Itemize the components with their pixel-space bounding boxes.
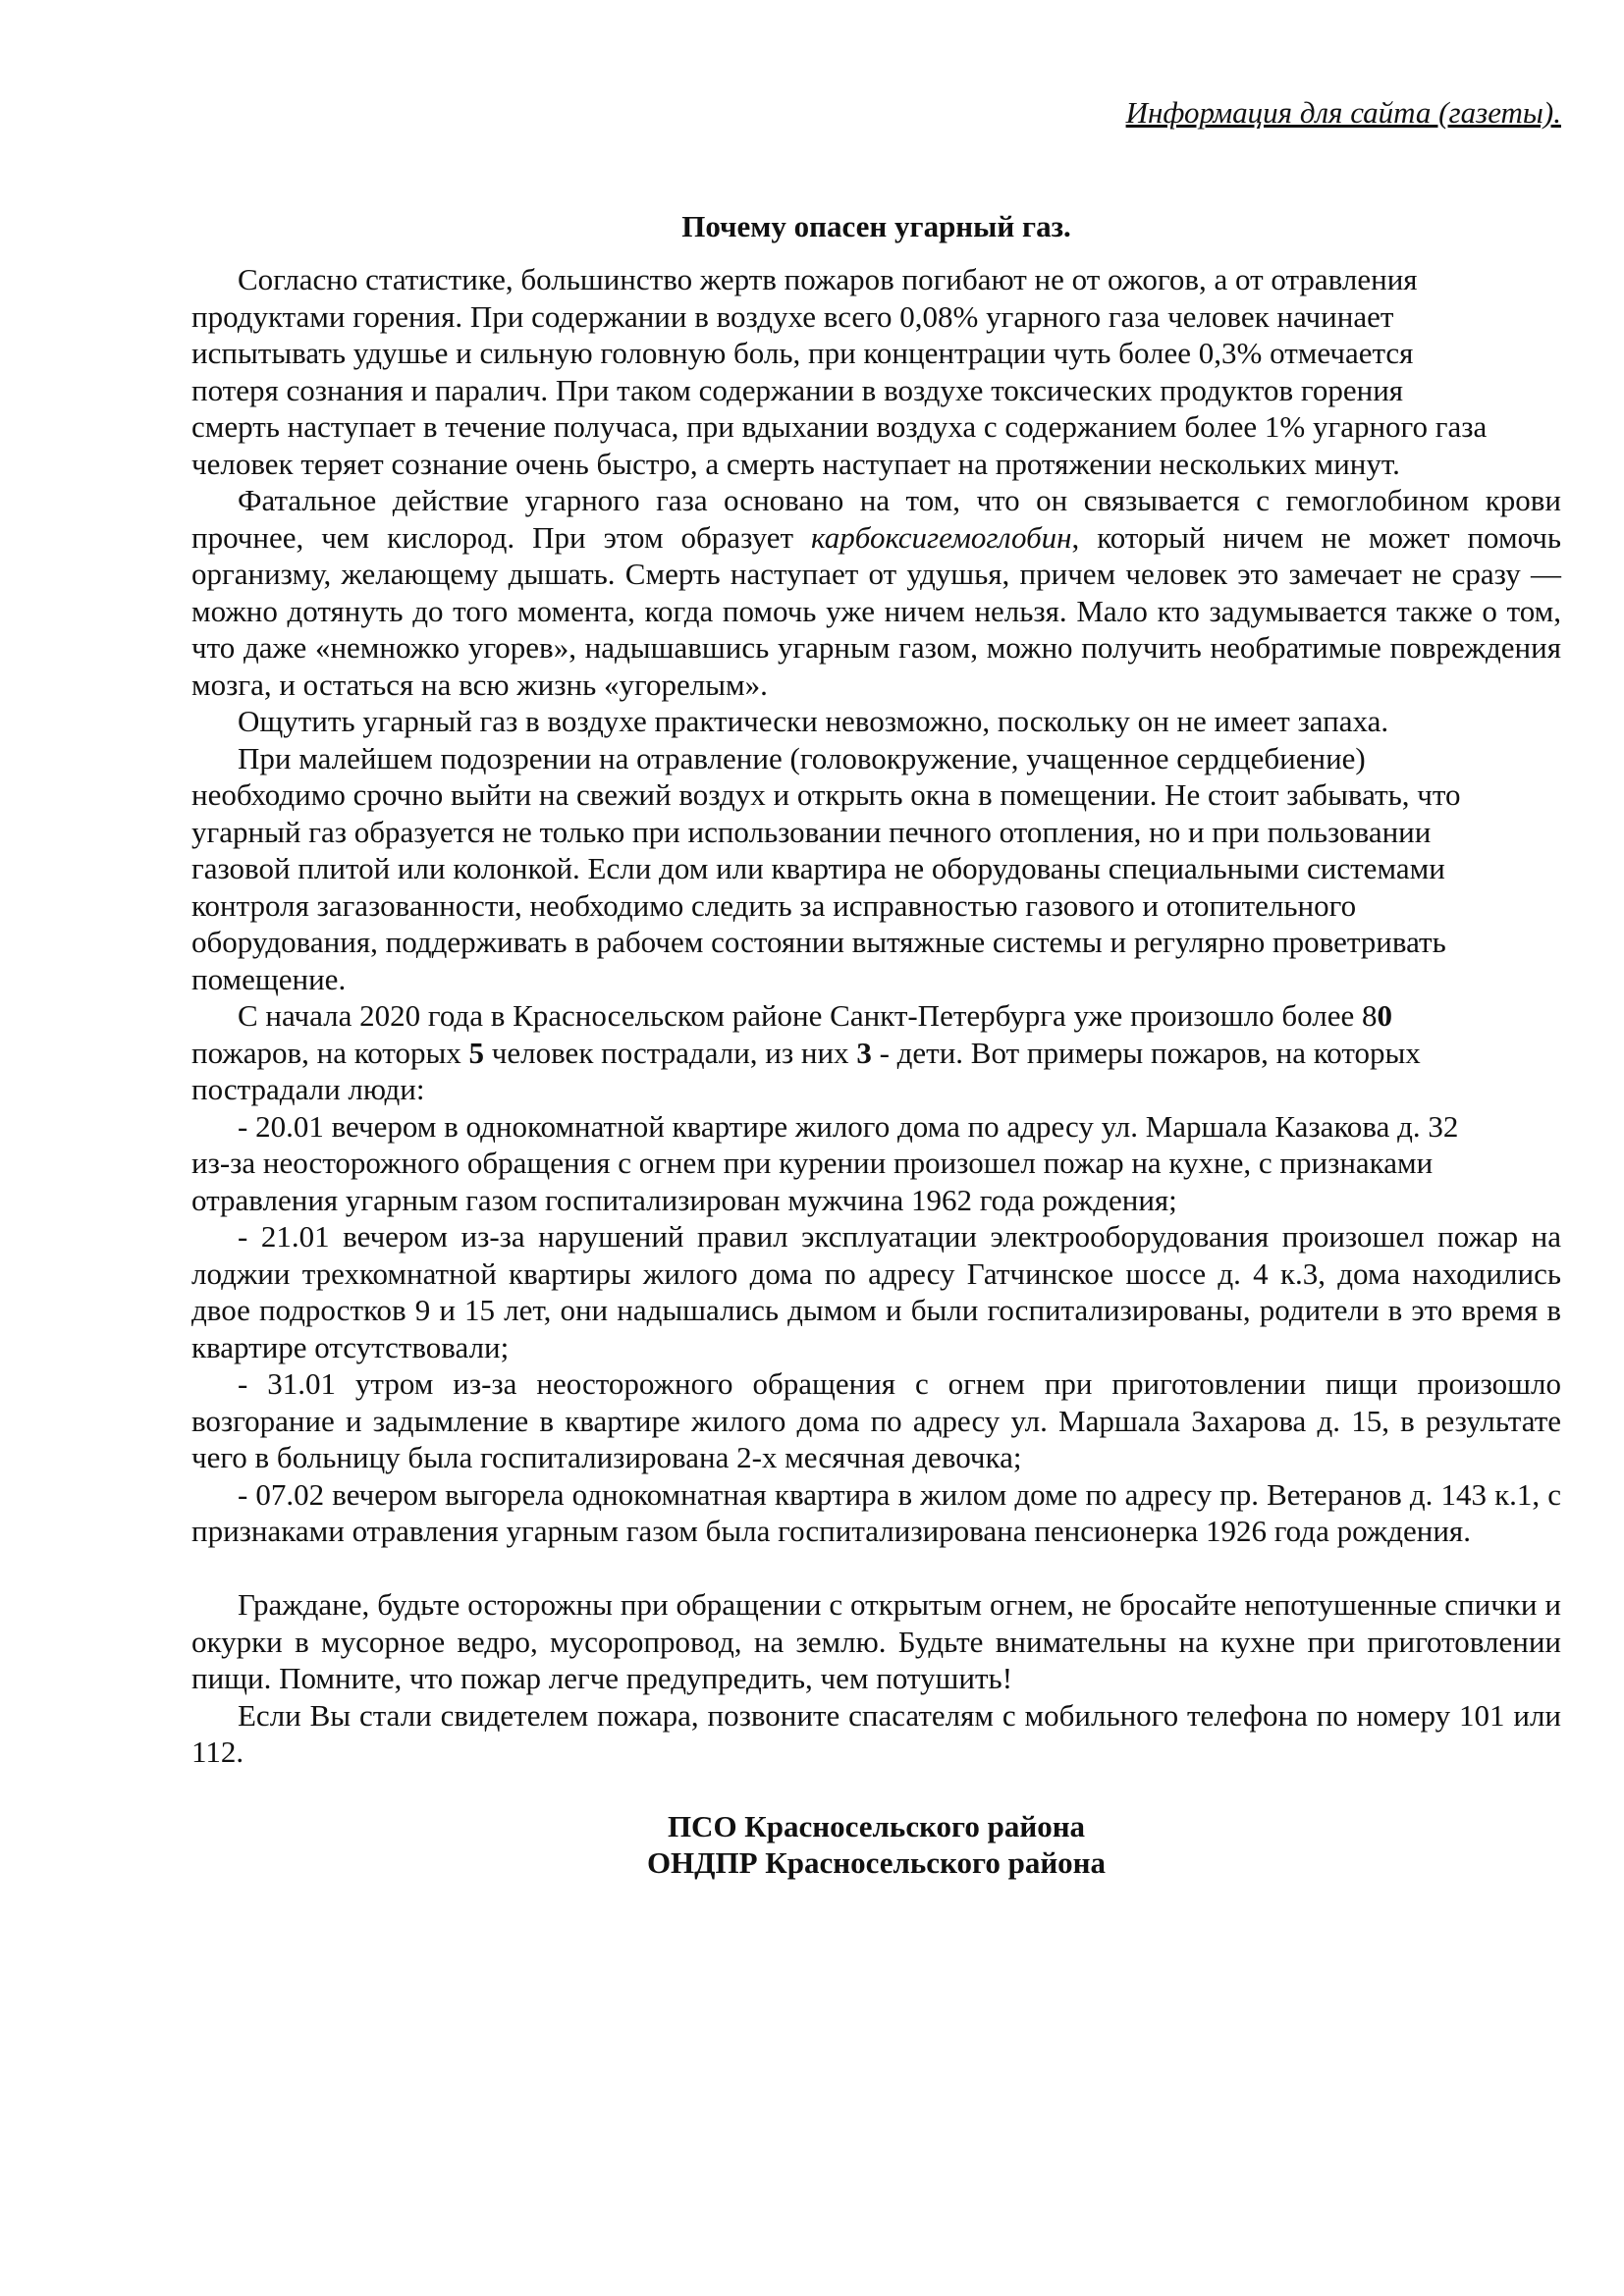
bold-digit: 0 xyxy=(1377,998,1393,1033)
term-carboxyhemoglobin: карбоксигемоглобин xyxy=(811,519,1072,555)
paragraph-statistics xyxy=(191,261,1561,482)
document-title: Почему опасен угарный газ. xyxy=(681,208,1071,243)
paragraph-emergency-call: Если Вы стали свидетелем пожара, позвоните спасателям с мобильного телефона по номеру 101 или 112. xyxy=(191,1697,1561,1769)
text-line: Согласно статистике, большинство жертв пожаров погибают не от ожогов, а от отравления xyxy=(238,262,1418,296)
text-line: смерть наступает в течение получаса, при вдыхании воздуха с содержанием более 1% угарного газа xyxy=(191,409,1488,444)
header-note: Информация для сайта (газеты). xyxy=(1125,95,1561,130)
paragraph-appeal: Граждане, будьте осторожны при обращении с открытым огнем, не бросайте непотушенные спички и окурки в мусорное ведро, мусоропровод, на землю. Будьте внимательны на кухне при приготовлении пищи. Помните, что пожар легче предупредить, чем потушить! xyxy=(191,1587,1561,1695)
text-line: потеря сознания и паралич. При таком содержании в воздухе токсических продуктов горения xyxy=(191,372,1404,407)
text-fragment: С начала 2020 года в Красносельском районе Санкт-Петербурга уже произошло более 8 xyxy=(238,998,1378,1033)
text-line: необходимо срочно выйти на свежий воздух и открыть окна в помещении. Не стоит забывать, что xyxy=(191,777,1461,812)
text-line: из-за неосторожного обращения с огнем при курении произошел пожар на кухне, с признаками xyxy=(191,1146,1434,1180)
paragraph-text: , который ничем не может помочь организму, желающему дышать. Смерть наступает от удушья, причем человек это замечает не сразу — можно дотянуть до того момента, когда помочь уже ничем нельзя. Мало кто задумывается также о том, что даже «немножко угорев», надышавшись угарным газом, можно получить необратимые повреждения мозга, и остаться на всю жизнь «угорелым». xyxy=(191,519,1562,702)
paragraph-fire-stats xyxy=(191,997,1561,1108)
text-fragment: человек пострадали, из них xyxy=(484,1035,857,1070)
text-line: продуктами горения. При содержании в воздухе всего 0,08% угарного газа человек начинает xyxy=(191,298,1394,334)
paragraph-fatal-effect xyxy=(191,482,1561,703)
paragraph-no-smell: Ощутить угарный газ в воздухе практически невозможно, поскольку он не имеет запаха. xyxy=(238,704,1389,738)
text-line: угарный газ образуется не только при использовании печного отопления, но и при пользовании xyxy=(191,814,1432,849)
signature-line-ondpr: ОНДПР Красносельского района xyxy=(646,1845,1107,1880)
signature-block xyxy=(191,1808,1561,1882)
injured-count: 5 xyxy=(468,1035,485,1070)
case-2001 xyxy=(191,1108,1561,1219)
case-2101: - 21.01 вечером из-за нарушений правил эксплуатации электрооборудования произошел пожар на лоджии трехкомнатной квартиры жилого дома по адресу Гатчинское шоссе д. 4 к.3, дома находились двое подростков 9 и 15 лет, они надышались дымом и были госпитализированы, родители в это время в квартире отсутствовали; xyxy=(191,1219,1561,1364)
text-line: контроля загазованности, необходимо следить за исправностью газового и отопительного xyxy=(191,887,1357,923)
document-page xyxy=(191,94,1561,1882)
case-3101: - 31.01 утром из-за неосторожного обращения с огнем при приготовлении пищи произошло возгорание и задымление в квартире жилого дома по адресу ул. Маршала Захарова д. 15, в результате чего в больницу была госпитализирована 2-х месячная девочка; xyxy=(191,1366,1561,1474)
text-fragment: - дети. Вот примеры пожаров, на которых xyxy=(871,1035,1421,1070)
text-line: помещение. xyxy=(191,961,347,996)
text-line xyxy=(191,997,1561,1035)
paragraph-text: Фатальное действие угарного газа основано на том, что он связывается с гемоглобином крови прочнее, чем кислород. При этом образует xyxy=(191,483,1561,555)
text-line: испытывать удушье и сильную головную боль, при концентрации чуть более 0,3% отмечается xyxy=(191,336,1414,370)
spacer xyxy=(191,1550,1561,1587)
text-fragment: пожаров, на которых xyxy=(191,1035,469,1070)
text-line: При малейшем подозрении на отравление (головокружение, учащенное сердцебиение) xyxy=(238,740,1366,775)
text-line xyxy=(191,1035,1561,1072)
text-line: пострадали люди: xyxy=(191,1072,425,1106)
text-line: оборудования, поддерживать в рабочем состоянии вытяжные системы и регулярно проветривать xyxy=(191,925,1446,959)
children-count: 3 xyxy=(856,1035,872,1070)
case-0702: - 07.02 вечером выгорела однокомнатная квартира в жилом доме по адресу пр. Ветеранов д. 143 к.1, с признаками отравления угарным газом была госпитализирована пенсионерка 1926 года рождения. xyxy=(191,1476,1561,1548)
signature-line-pso: ПСО Красносельского района xyxy=(667,1808,1086,1843)
text-line: отравления угарным газом госпитализирован мужчина 1962 года рождения; xyxy=(191,1182,1177,1217)
text-line: человек теряет сознание очень быстро, а смерть наступает на протяжении нескольких минут. xyxy=(191,446,1400,481)
text-line: - 20.01 вечером в однокомнатной квартире жилого дома по адресу ул. Маршала Казакова д. 32 xyxy=(238,1108,1459,1144)
paragraph-first-aid xyxy=(191,740,1561,998)
text-line: газовой плитой или колонкой. Если дом или квартира не оборудованы специальными системами xyxy=(191,851,1445,885)
